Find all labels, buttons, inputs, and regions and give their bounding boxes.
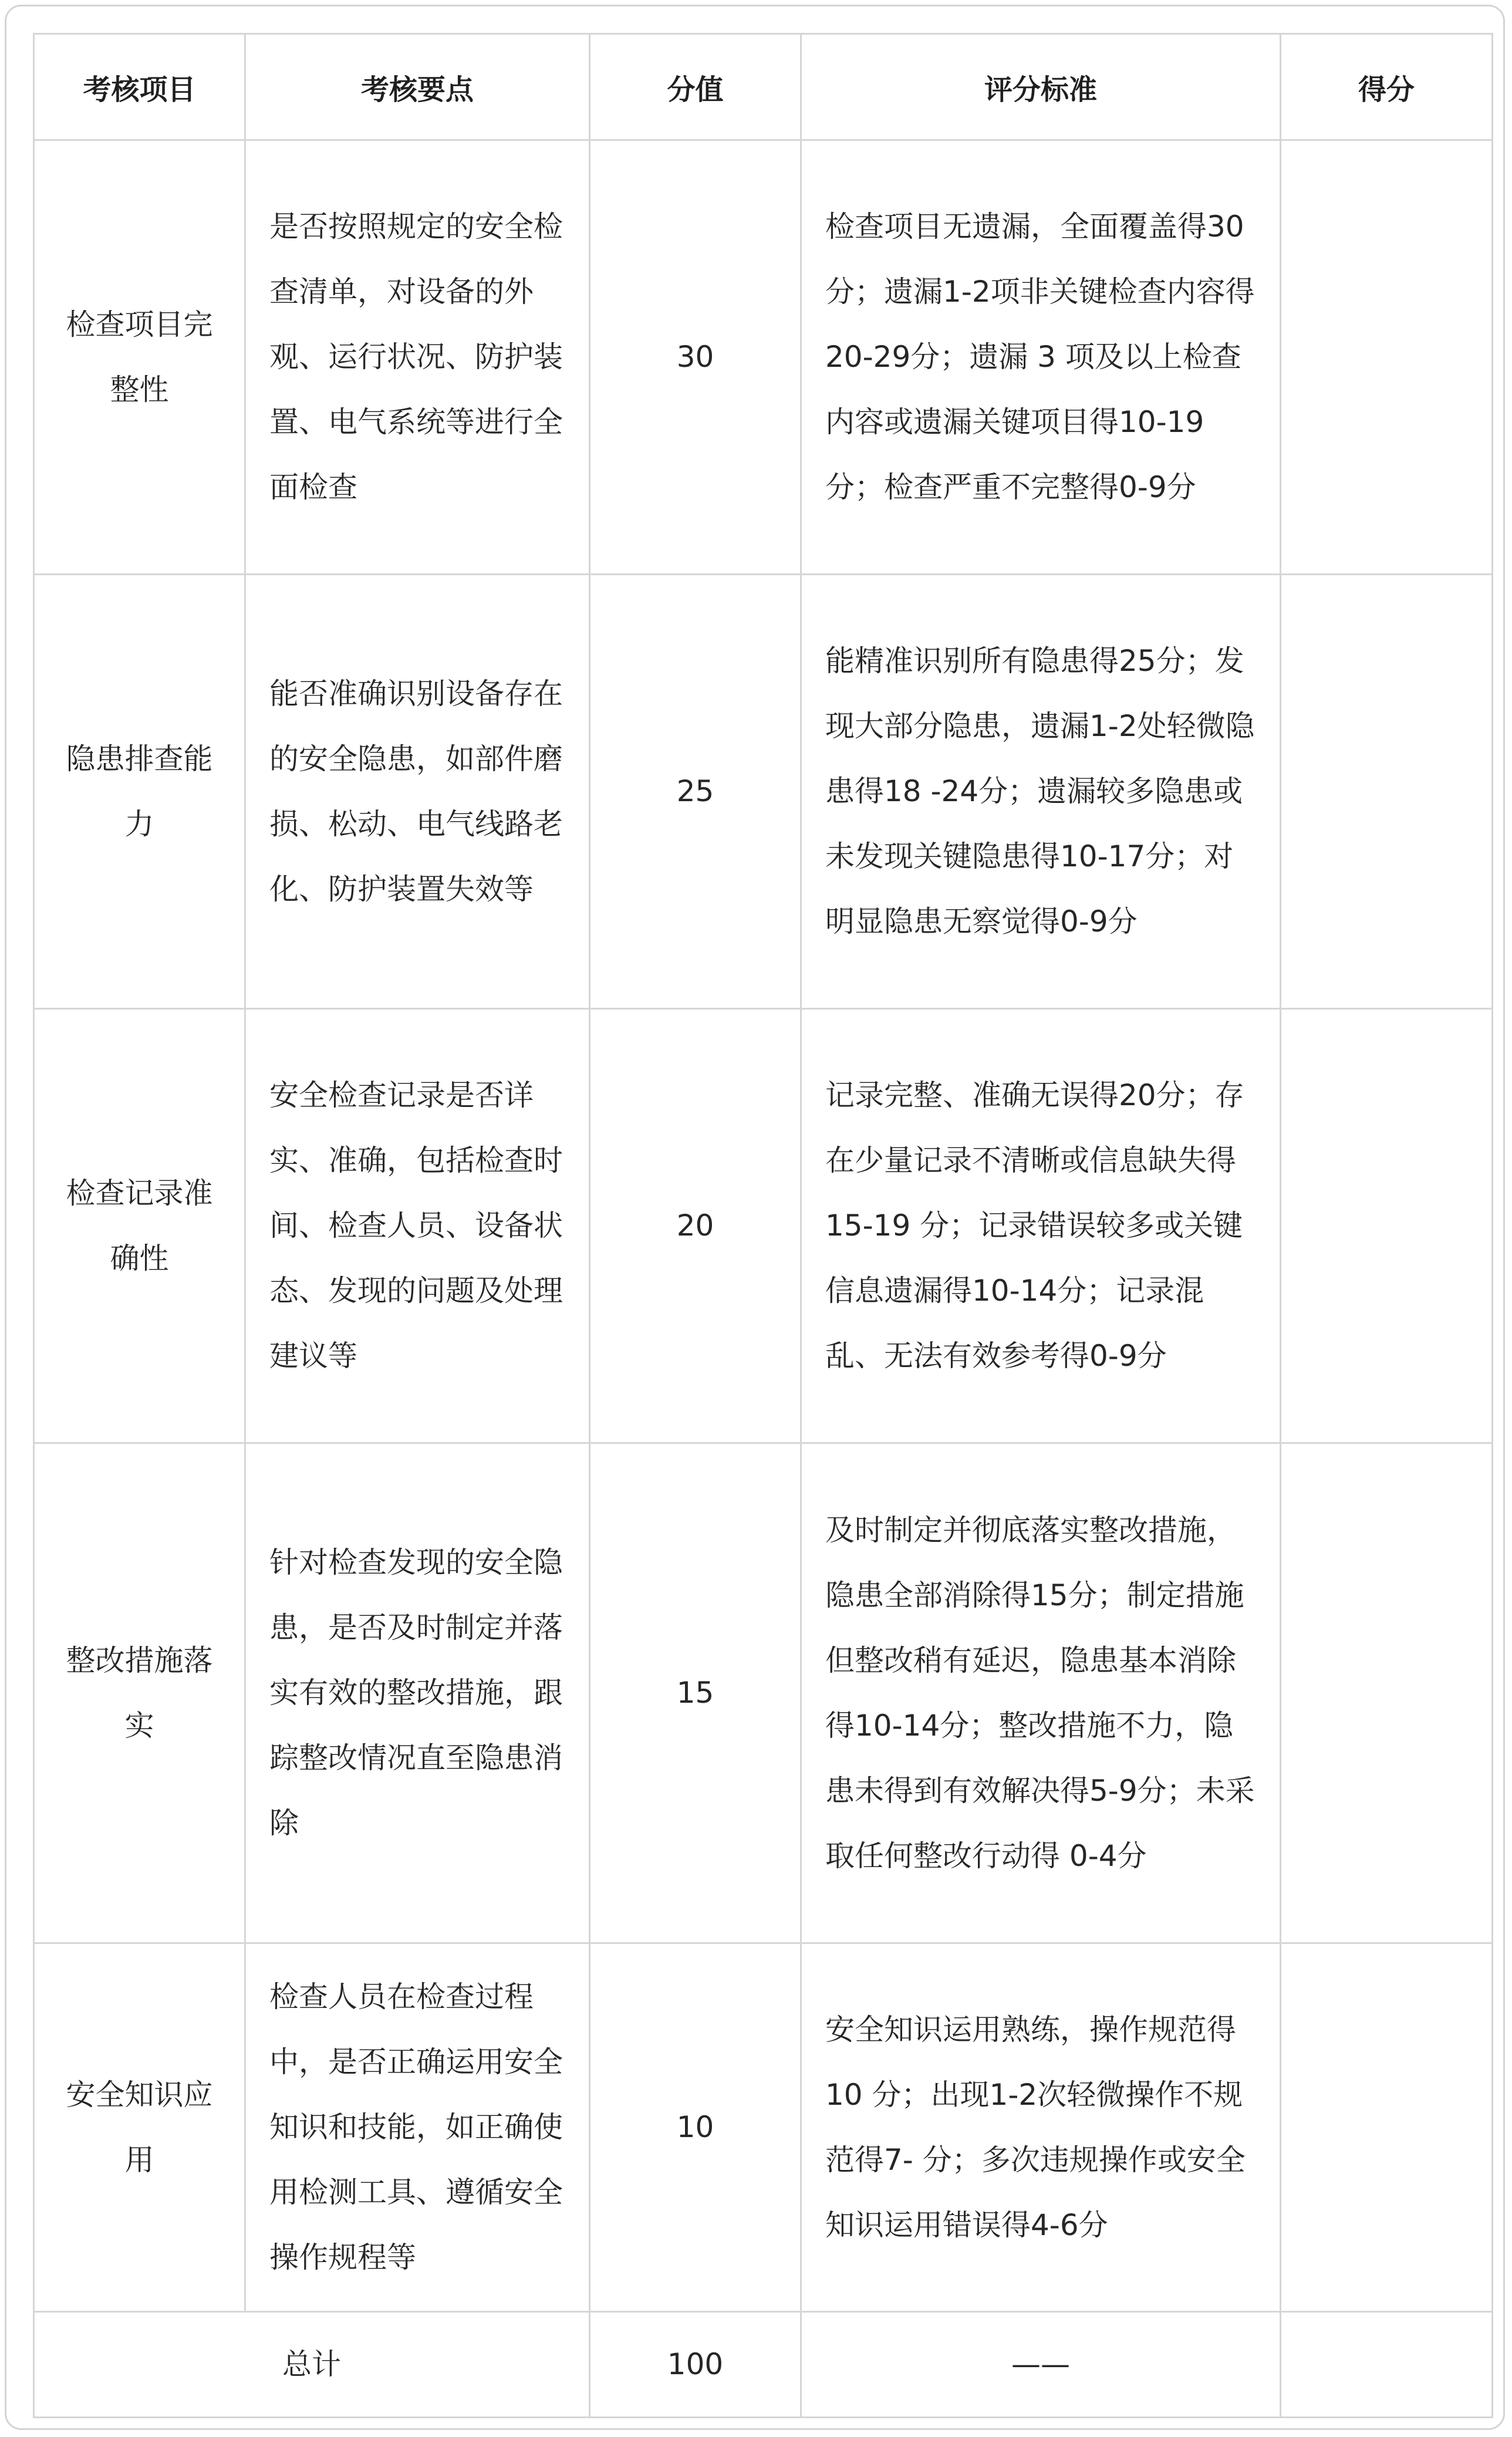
- total-value: 100: [590, 2312, 801, 2418]
- header-row: [34, 34, 1493, 140]
- value-cell: 15: [590, 1443, 801, 1943]
- table-row: [34, 575, 1493, 1009]
- score-cell[interactable]: [1281, 1943, 1493, 2312]
- score-cell[interactable]: [1281, 140, 1493, 575]
- item-cell: 检查记录准确性: [34, 1009, 245, 1443]
- standard-cell: 检查项目无遗漏，全面覆盖得30分；遗漏1-2项非关键检查内容得20-29分；遗漏 3 项及以上检查内容或遗漏关键项目得10-19分；检查严重不完整得0-9分: [801, 140, 1281, 575]
- table-row: [34, 1443, 1493, 1943]
- standard-cell: 记录完整、准确无误得20分；存在少量记录不清晰或信息缺失得15-19 分；记录错误较多或关键信息遗漏得10-14分；记录混乱、无法有效参考得0-9分: [801, 1009, 1281, 1443]
- value-cell: 30: [590, 140, 801, 575]
- item-cell: 整改措施落实: [34, 1443, 245, 1943]
- header-standard: 评分标准: [801, 34, 1281, 140]
- score-cell[interactable]: [1281, 1009, 1493, 1443]
- point-cell: 针对检查发现的安全隐患，是否及时制定并落实有效的整改措施，跟踪整改情况直至隐患消除: [245, 1443, 590, 1943]
- value-cell: 25: [590, 575, 801, 1009]
- point-cell: 能否准确识别设备存在的安全隐患，如部件磨损、松动、电气线路老化、防护装置失效等: [245, 575, 590, 1009]
- item-cell: 检查项目完整性: [34, 140, 245, 575]
- table-row: [34, 1009, 1493, 1443]
- table-row: [34, 140, 1493, 575]
- point-cell: 检查人员在检查过程中，是否正确运用安全知识和技能，如正确使用检测工具、遵循安全操作规程等: [245, 1943, 590, 2312]
- total-standard: ——: [801, 2312, 1281, 2418]
- point-cell: 是否按照规定的安全检查清单，对设备的外观、运行状况、防护装置、电气系统等进行全面检查: [245, 140, 590, 575]
- table-row: [34, 1943, 1493, 2312]
- header-value: 分值: [590, 34, 801, 140]
- assessment-table: [33, 33, 1493, 2418]
- item-cell: 隐患排查能力: [34, 575, 245, 1009]
- score-cell[interactable]: [1281, 1443, 1493, 1943]
- table-card: [5, 5, 1505, 2430]
- header-item: 考核项目: [34, 34, 245, 140]
- total-row: [34, 2312, 1493, 2418]
- value-cell: 20: [590, 1009, 801, 1443]
- standard-cell: 安全知识运用熟练，操作规范得10 分；出现1-2次轻微操作不规范得7- 分；多次违规操作或安全知识运用错误得4-6分: [801, 1943, 1281, 2312]
- point-cell: 安全检查记录是否详实、准确，包括检查时间、检查人员、设备状态、发现的问题及处理建议等: [245, 1009, 590, 1443]
- standard-cell: 能精准识别所有隐患得25分；发现大部分隐患，遗漏1-2处轻微隐患得18 -24分；遗漏较多隐患或未发现关键隐患得10-17分；对明显隐患无察觉得0-9分: [801, 575, 1281, 1009]
- item-cell: 安全知识应用: [34, 1943, 245, 2312]
- standard-cell: 及时制定并彻底落实整改措施，隐患全部消除得15分；制定措施但整改稍有延迟，隐患基本消除得10-14分；整改措施不力，隐患未得到有效解决得5-9分；未采取任何整改行动得 0-4分: [801, 1443, 1281, 1943]
- header-got: 得分: [1281, 34, 1493, 140]
- total-label: 总计: [34, 2312, 590, 2418]
- header-point: 考核要点: [245, 34, 590, 140]
- score-cell[interactable]: [1281, 575, 1493, 1009]
- value-cell: 10: [590, 1943, 801, 2312]
- total-score-cell[interactable]: [1281, 2312, 1493, 2418]
